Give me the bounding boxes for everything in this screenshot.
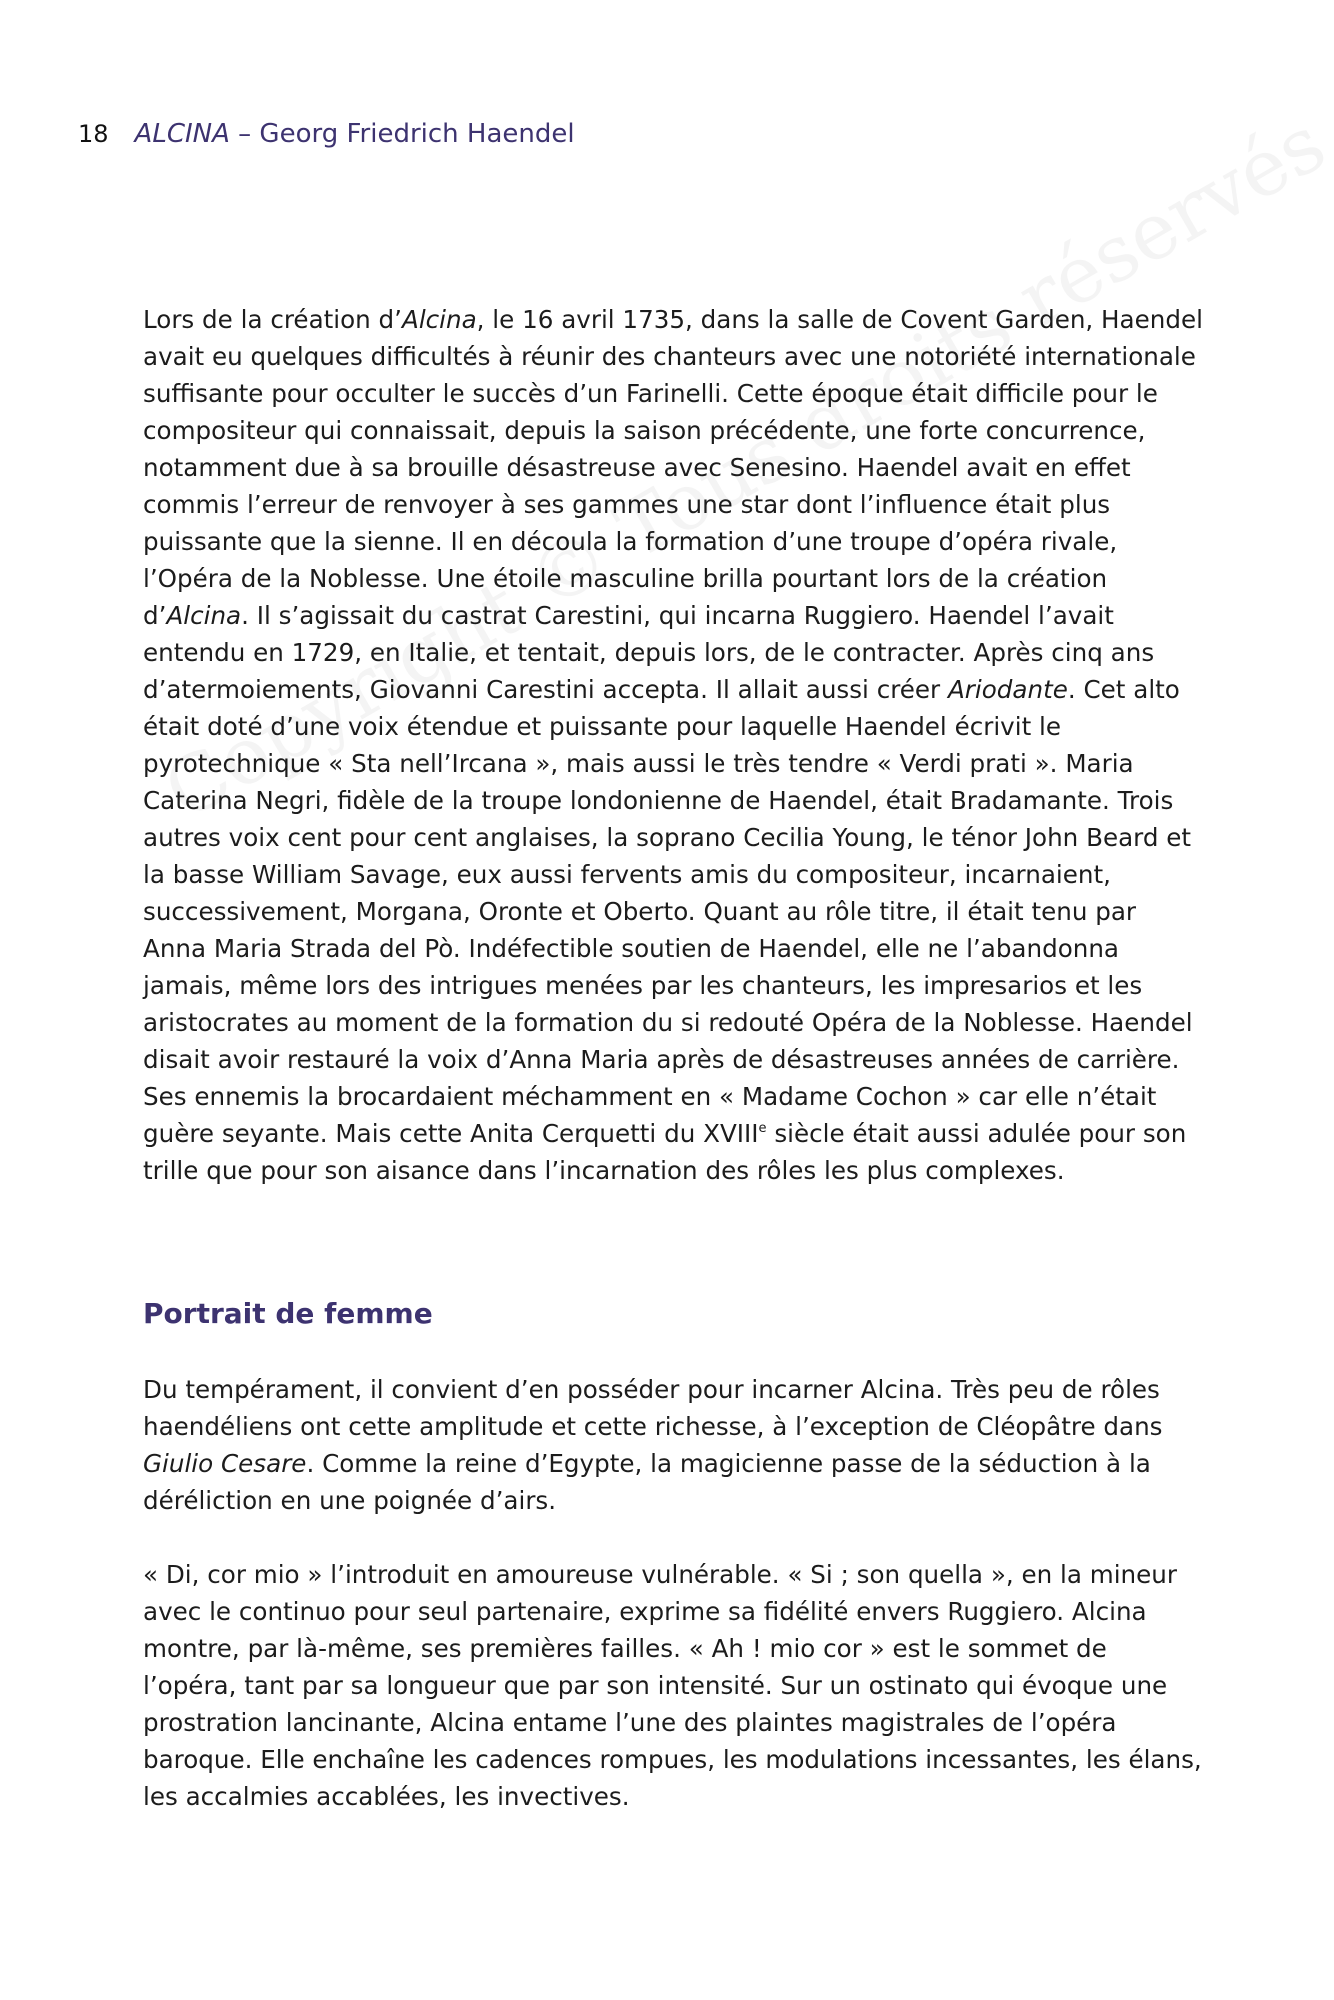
header-composer: – Georg Friedrich Haendel bbox=[229, 119, 575, 149]
text-run: « Di, cor mio » l’introduit en amoureuse vulnérable. « Si ; son quella », en la mineur avec le continuo pour seul partenaire, exprime sa fidélité envers Ruggiero. Alcina montre, par là-même, ses premières failles. « Ah ! mio cor » est le sommet de l’opéra, tant par sa longueur que par son intensité. Sur un ostinato qui évoque une prostration lancinante, Alcina entame l’une des plaintes magistrales de l’opéra baroque. Elle enchaîne les cadences rompues, les modulations incessantes, les élans, les accalmies accablées, les invectives. bbox=[143, 1560, 1202, 1811]
text-run: siècle était aussi adulée pour son trille que pour son aisance dans l’incarnation des rôles les plus complexes. bbox=[143, 1119, 1187, 1185]
paragraph-creation-alcina bbox=[143, 301, 1203, 1189]
text-run: . Il s’agissait du castrat Carestini, qui incarna Ruggiero. Haendel l’avait entendu en 1729, en Italie, et tentait, depuis lors, de le contracter. Après cinq ans d’atermoiements, Giovanni Carestini accepta. Il allait aussi créer bbox=[143, 601, 1155, 704]
italic-work-title: Alcina bbox=[402, 305, 477, 334]
text-run: , le 16 avril 1735, dans la salle de Covent Garden, Haendel avait eu quelques difficultés à réunir des chanteurs avec une notoriété internationale suffisante pour occulter le succès d’un Farinelli. Cette époque était difficile pour le compositeur qui connaissait, depuis la saison précédente, une forte concurrence, notamment due à sa brouille désastreuse avec Senesino. Haendel avait en effet commis l’erreur de renvoyer à ses gammes une star dont l’influence était plus puissante que la sienne. Il en découla la formation d’une troupe d’opéra rivale, l’Opéra de la Noblesse. Une étoile masculine brilla pourtant lors de la création d’ bbox=[143, 305, 1203, 630]
running-header bbox=[78, 118, 575, 150]
text-run: Lors de la création d’ bbox=[143, 305, 402, 334]
italic-work-title: Alcina bbox=[166, 601, 242, 630]
header-opera-title: ALCINA bbox=[134, 119, 230, 149]
section-heading: Portrait de femme bbox=[143, 1297, 433, 1330]
page-number: 18 bbox=[78, 120, 109, 148]
italic-work-title: Ariodante bbox=[947, 675, 1068, 704]
text-run: . Cet alto était doté d’une voix étendue et puissante pour laquelle Haendel écrivit le pyrotechnique « Sta nell’Ircana », mais aussi le très tendre « Verdi prati ». Maria Caterina Negri, fidèle de la troupe londonienne de Haendel, était Bradamante. Trois autres voix cent pour cent anglaises, la soprano Cecilia Young, le ténor John Beard et la basse William Savage, eux aussi fervents amis du compositeur, incarnaient, successivement, Morgana, Oronte et Oberto. Quant au rôle titre, il était tenu par Anna Maria Strada del Pò. Indéfectible soutien de Haendel, elle ne l’abandonna jamais, même lors des intrigues menées par les chanteurs, les impresarios et les aristocrates au moment de la formation du si redouté Opéra de la Noblesse. Haendel disait avoir restauré la voix d’Anna Maria après de désastreuses années de carrière. Ses ennemis la brocardaient méchamment en « Madame Cochon » car elle n’était guère seyante. Mais cette Anita Cerquetti du XVIII bbox=[143, 675, 1193, 1148]
paragraph-arias bbox=[143, 1556, 1203, 1815]
text-run: . Comme la reine d’Egypte, la magicienne passe de la séduction à la déréliction en une poignée d’airs. bbox=[143, 1449, 1151, 1515]
text-run: Du tempérament, il convient d’en posséder pour incarner Alcina. Très peu de rôles haendéliens ont cette amplitude et cette richesse, à l’exception de Cléopâtre dans bbox=[143, 1375, 1163, 1441]
century-superscript: e bbox=[758, 1121, 767, 1136]
paragraph-temperament bbox=[143, 1371, 1203, 1519]
italic-work-title: Giulio Cesare bbox=[143, 1449, 307, 1478]
